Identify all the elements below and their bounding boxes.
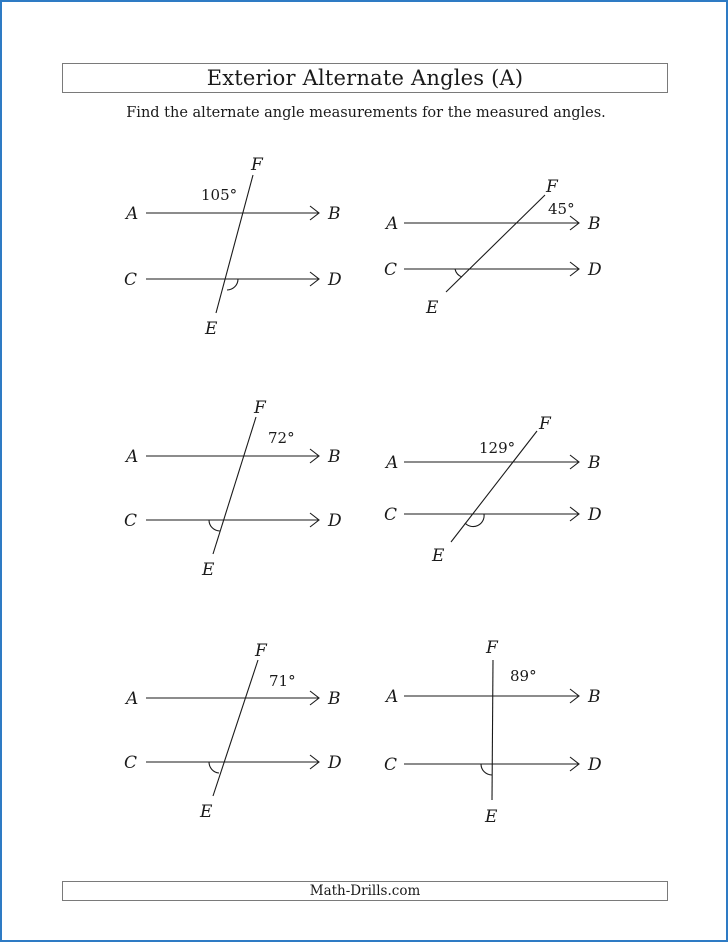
measured-angle: 71° [269, 672, 296, 690]
point-label-c: C [124, 753, 138, 773]
angle-mark-arc [227, 279, 238, 290]
instructions: Find the alternate angle measurements for the measured angles. [126, 105, 606, 121]
point-label-e: E [426, 298, 439, 318]
transversal-ef [492, 660, 493, 800]
angle-mark-arc [481, 764, 492, 775]
point-label-b: B [328, 447, 341, 467]
point-label-e: E [202, 560, 215, 580]
point-label-e: E [200, 802, 213, 822]
angle-mark-arc [455, 269, 462, 277]
point-label-c: C [124, 270, 138, 290]
point-label-b: B [588, 214, 601, 234]
point-label-e: E [485, 807, 498, 827]
point-label-f: F [254, 398, 266, 418]
transversal-ef [213, 660, 258, 796]
point-label-a: A [126, 204, 139, 224]
measured-angle: 72° [268, 429, 295, 447]
footer-credit: Math-Drills.com [62, 881, 668, 901]
point-label-c: C [384, 755, 398, 775]
problem-5-diagram [124, 641, 342, 822]
point-label-f: F [251, 155, 263, 175]
point-label-e: E [432, 546, 445, 566]
measured-angle: 105° [201, 186, 238, 204]
problem-1-diagram [124, 155, 342, 339]
point-label-d: D [588, 755, 602, 775]
problem-6-diagram [384, 638, 602, 827]
point-label-c: C [384, 260, 398, 280]
worksheet-title: Exterior Alternate Angles (A) [62, 63, 668, 93]
transversal-ef [213, 417, 256, 554]
measured-angle: 45° [548, 200, 575, 218]
point-label-d: D [328, 511, 342, 531]
point-label-c: C [384, 505, 398, 525]
point-label-a: A [386, 687, 399, 707]
point-label-a: A [126, 689, 139, 709]
problem-2-diagram [384, 177, 602, 318]
point-label-a: A [126, 447, 139, 467]
point-label-d: D [588, 260, 602, 280]
angle-mark-arc [209, 762, 219, 773]
point-label-f: F [539, 414, 551, 434]
point-label-e: E [205, 319, 218, 339]
point-label-f: F [486, 638, 498, 658]
point-label-b: B [328, 689, 341, 709]
point-label-d: D [328, 753, 342, 773]
point-label-d: D [588, 505, 602, 525]
angle-mark-arc [209, 520, 220, 531]
point-label-b: B [588, 453, 601, 473]
point-label-b: B [588, 687, 601, 707]
problem-3-diagram [124, 398, 342, 580]
problem-4-diagram [384, 414, 602, 566]
point-label-f: F [546, 177, 558, 197]
point-label-d: D [328, 270, 342, 290]
measured-angle: 129° [479, 439, 516, 457]
measured-angle: 89° [510, 667, 537, 685]
point-label-b: B [328, 204, 341, 224]
point-label-f: F [255, 641, 267, 661]
point-label-c: C [124, 511, 138, 531]
point-label-a: A [386, 214, 399, 234]
transversal-ef [446, 195, 545, 292]
point-label-a: A [386, 453, 399, 473]
